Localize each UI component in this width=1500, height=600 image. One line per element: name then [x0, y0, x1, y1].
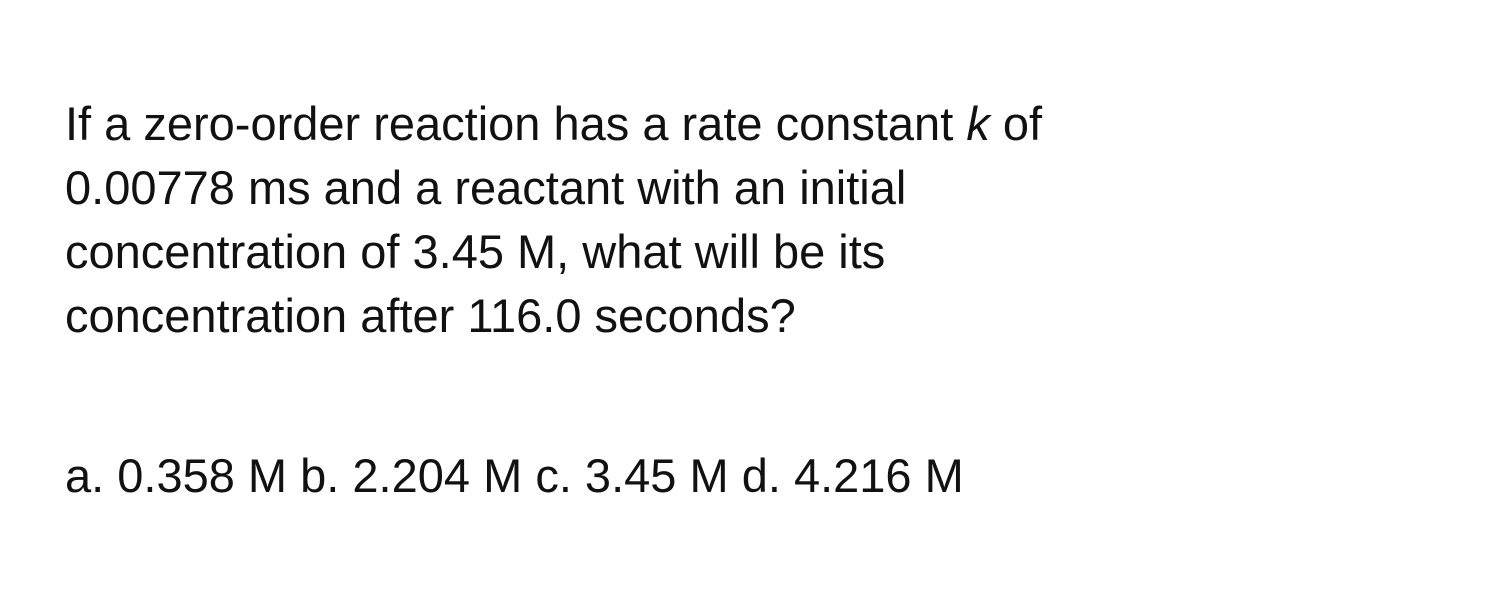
option-b: b. 2.204 M [300, 449, 523, 502]
question-line-1-start: If a zero-order reaction has a rate constant [65, 97, 967, 150]
question-line-1-end: of [989, 97, 1043, 150]
question-text [65, 92, 1445, 348]
option-a: a. 0.358 M [65, 449, 288, 502]
answer-options [65, 444, 964, 508]
question-line-1 [65, 92, 1445, 156]
option-c: c. 3.45 M [535, 449, 729, 502]
option-d: d. 4.216 M [741, 449, 964, 502]
question-line-3: concentration of 3.45 M, what will be its [65, 225, 886, 278]
question-line-2: 0.00778 ms and a reactant with an initial [65, 161, 907, 214]
rate-constant-variable: k [966, 97, 990, 150]
question-line-4: concentration after 116.0 seconds? [65, 289, 796, 342]
